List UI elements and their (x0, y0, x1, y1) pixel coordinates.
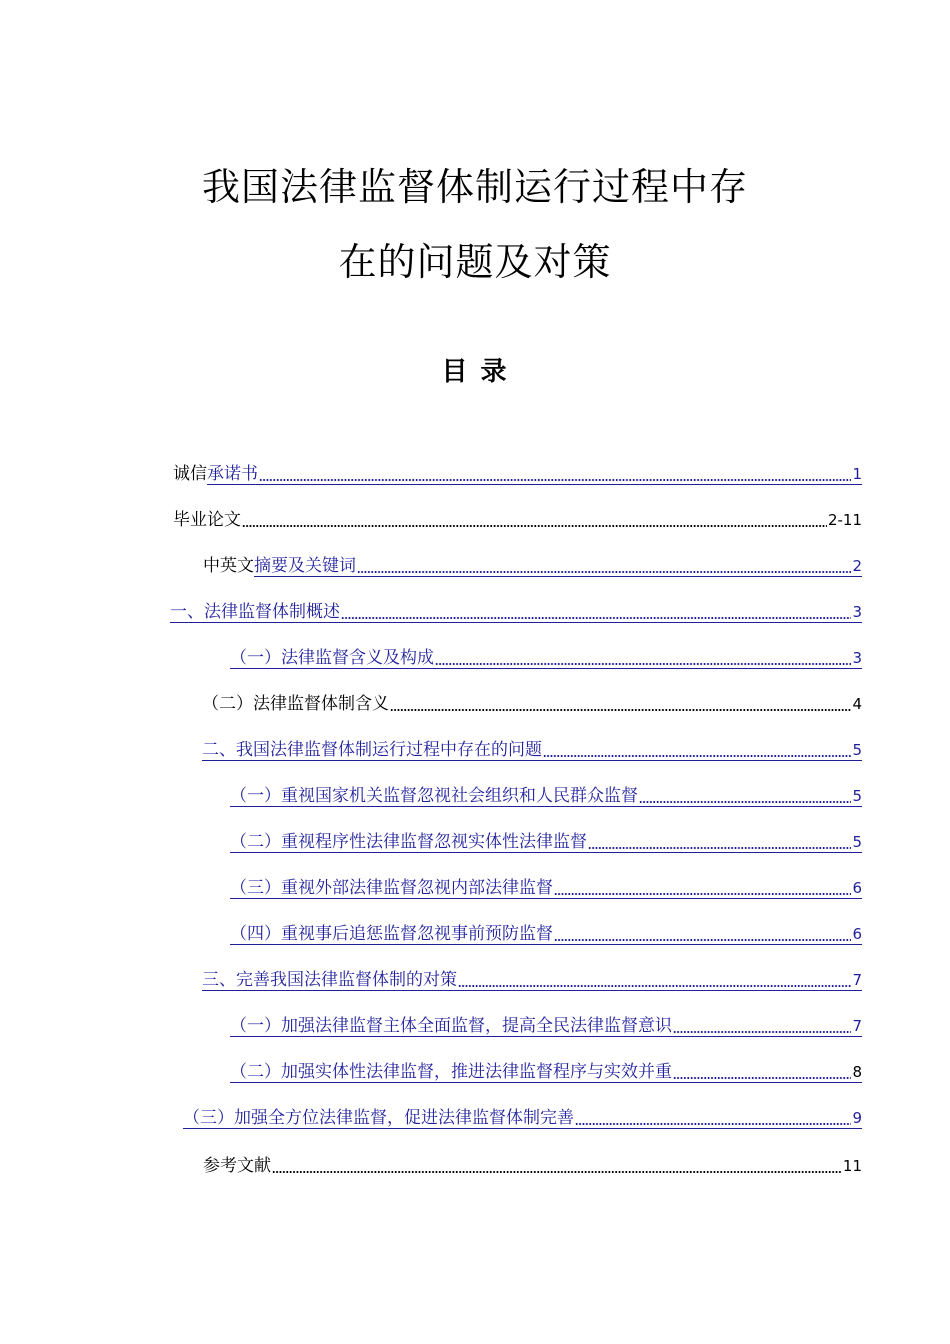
toc-link-underline (207, 484, 862, 485)
toc-entry-link[interactable]: 二、我国法律监督体制运行过程中存在的问题 (202, 740, 542, 760)
toc-page-number: 3 (852, 649, 862, 667)
toc-entry-integrity-pledge[interactable] (173, 460, 862, 486)
toc-leader-dots (272, 1171, 842, 1173)
toc-page-number: 3 (852, 603, 862, 621)
toc-link-underline (183, 1128, 862, 1129)
toc-leader-dots (554, 893, 851, 895)
toc-entry-thesis[interactable] (173, 506, 862, 532)
toc-entry-2-4[interactable] (230, 920, 862, 946)
toc-entry-prefix: 毕业论文 (173, 510, 241, 530)
toc-entry-2-1[interactable] (230, 782, 862, 808)
toc-entry-link[interactable]: （三）重视外部法律监督忽视内部法律监督 (230, 878, 553, 898)
toc-link-underline (230, 1082, 862, 1083)
toc-page-number: 6 (852, 879, 862, 897)
toc-page-number: 5 (852, 787, 862, 805)
toc-leader-dots (673, 1031, 851, 1033)
toc-page-number: 2-11 (827, 511, 862, 529)
toc-page-number: 5 (852, 741, 862, 759)
toc-page-number: 5 (852, 833, 862, 851)
toc-entry-3-3[interactable] (183, 1104, 862, 1130)
toc-page-number: 9 (852, 1109, 862, 1127)
toc-link-underline (230, 898, 862, 899)
toc-entry-prefix: （二）法律监督体制含义 (202, 694, 389, 714)
toc-link-underline (230, 806, 862, 807)
toc-link-underline (202, 760, 862, 761)
toc-link-underline (170, 622, 862, 623)
toc-leader-dots (543, 755, 851, 757)
toc-entry-link[interactable]: （三）加强全方位法律监督，促进法律监督体制完善 (183, 1108, 574, 1128)
toc-entry-prefix: 参考文献 (203, 1156, 271, 1176)
toc-page-number: 2 (852, 557, 862, 575)
toc-entry-link[interactable]: 摘要及关键词 (254, 556, 356, 576)
toc-leader-dots (435, 663, 851, 665)
toc-entry-prefix: 诚信 (173, 464, 207, 484)
toc-page-number: 7 (852, 971, 862, 989)
toc-page-number: 8 (852, 1063, 862, 1081)
toc-page-number: 11 (842, 1157, 862, 1175)
toc-link-underline (230, 1036, 862, 1037)
toc-entry-references[interactable] (203, 1152, 862, 1178)
toc-entry-link[interactable]: （一）重视国家机关监督忽视社会组织和人民群众监督 (230, 786, 638, 806)
toc-entry-3-1[interactable] (230, 1012, 862, 1038)
toc-entry-link[interactable]: 一、法律监督体制概述 (170, 602, 340, 622)
toc-entry-3-2[interactable] (230, 1058, 862, 1084)
toc-page-number: 4 (852, 695, 862, 713)
toc-heading: 目 录 (441, 357, 509, 387)
toc-entry-2-2[interactable] (230, 828, 862, 854)
toc-link-underline (230, 668, 862, 669)
toc-link-underline (202, 990, 862, 991)
toc-entry-chapter-1[interactable] (170, 598, 862, 624)
toc-entry-1-2[interactable] (202, 690, 862, 716)
toc-entry-link[interactable]: （二）加强实体性法律监督，推进法律监督程序与实效并重 (230, 1062, 672, 1082)
toc-page-number: 1 (852, 465, 862, 483)
toc-leader-dots (588, 847, 851, 849)
toc-leader-dots (341, 617, 851, 619)
toc-page-number: 7 (852, 1017, 862, 1035)
toc-entry-chapter-2[interactable] (202, 736, 862, 762)
toc-link-underline (230, 852, 862, 853)
document-title-line1: 我国法律监督体制运行过程中存 (201, 165, 748, 209)
toc-leader-dots (575, 1123, 851, 1125)
toc-leader-dots (639, 801, 851, 803)
toc-leader-dots (554, 939, 851, 941)
toc-entry-link[interactable]: （二）重视程序性法律监督忽视实体性法律监督 (230, 832, 587, 852)
toc-entry-chapter-3[interactable] (202, 966, 862, 992)
toc-leader-dots (259, 479, 851, 481)
toc-link-underline (254, 576, 862, 577)
toc-leader-dots (458, 985, 851, 987)
toc-page-number: 6 (852, 925, 862, 943)
toc-entry-link[interactable]: （一）加强法律监督主体全面监督，提高全民法律监督意识 (230, 1016, 672, 1036)
toc-leader-dots (390, 709, 851, 711)
toc-entry-abstract[interactable] (203, 552, 862, 578)
toc-leader-dots (673, 1077, 851, 1079)
toc-entry-link[interactable]: （四）重视事后追惩监督忽视事前预防监督 (230, 924, 553, 944)
toc-entry-prefix: 中英文 (203, 556, 254, 576)
toc-leader-dots (357, 571, 851, 573)
toc-entry-link[interactable]: 三、完善我国法律监督体制的对策 (202, 970, 457, 990)
document-title-line2: 在的问题及对策 (338, 240, 612, 284)
toc-leader-dots (242, 525, 827, 527)
toc-entry-2-3[interactable] (230, 874, 862, 900)
toc-entry-1-1[interactable] (230, 644, 862, 670)
toc-entry-link[interactable]: 承诺书 (207, 464, 258, 484)
toc-link-underline (230, 944, 862, 945)
toc-entry-link[interactable]: （一）法律监督含义及构成 (230, 648, 434, 668)
